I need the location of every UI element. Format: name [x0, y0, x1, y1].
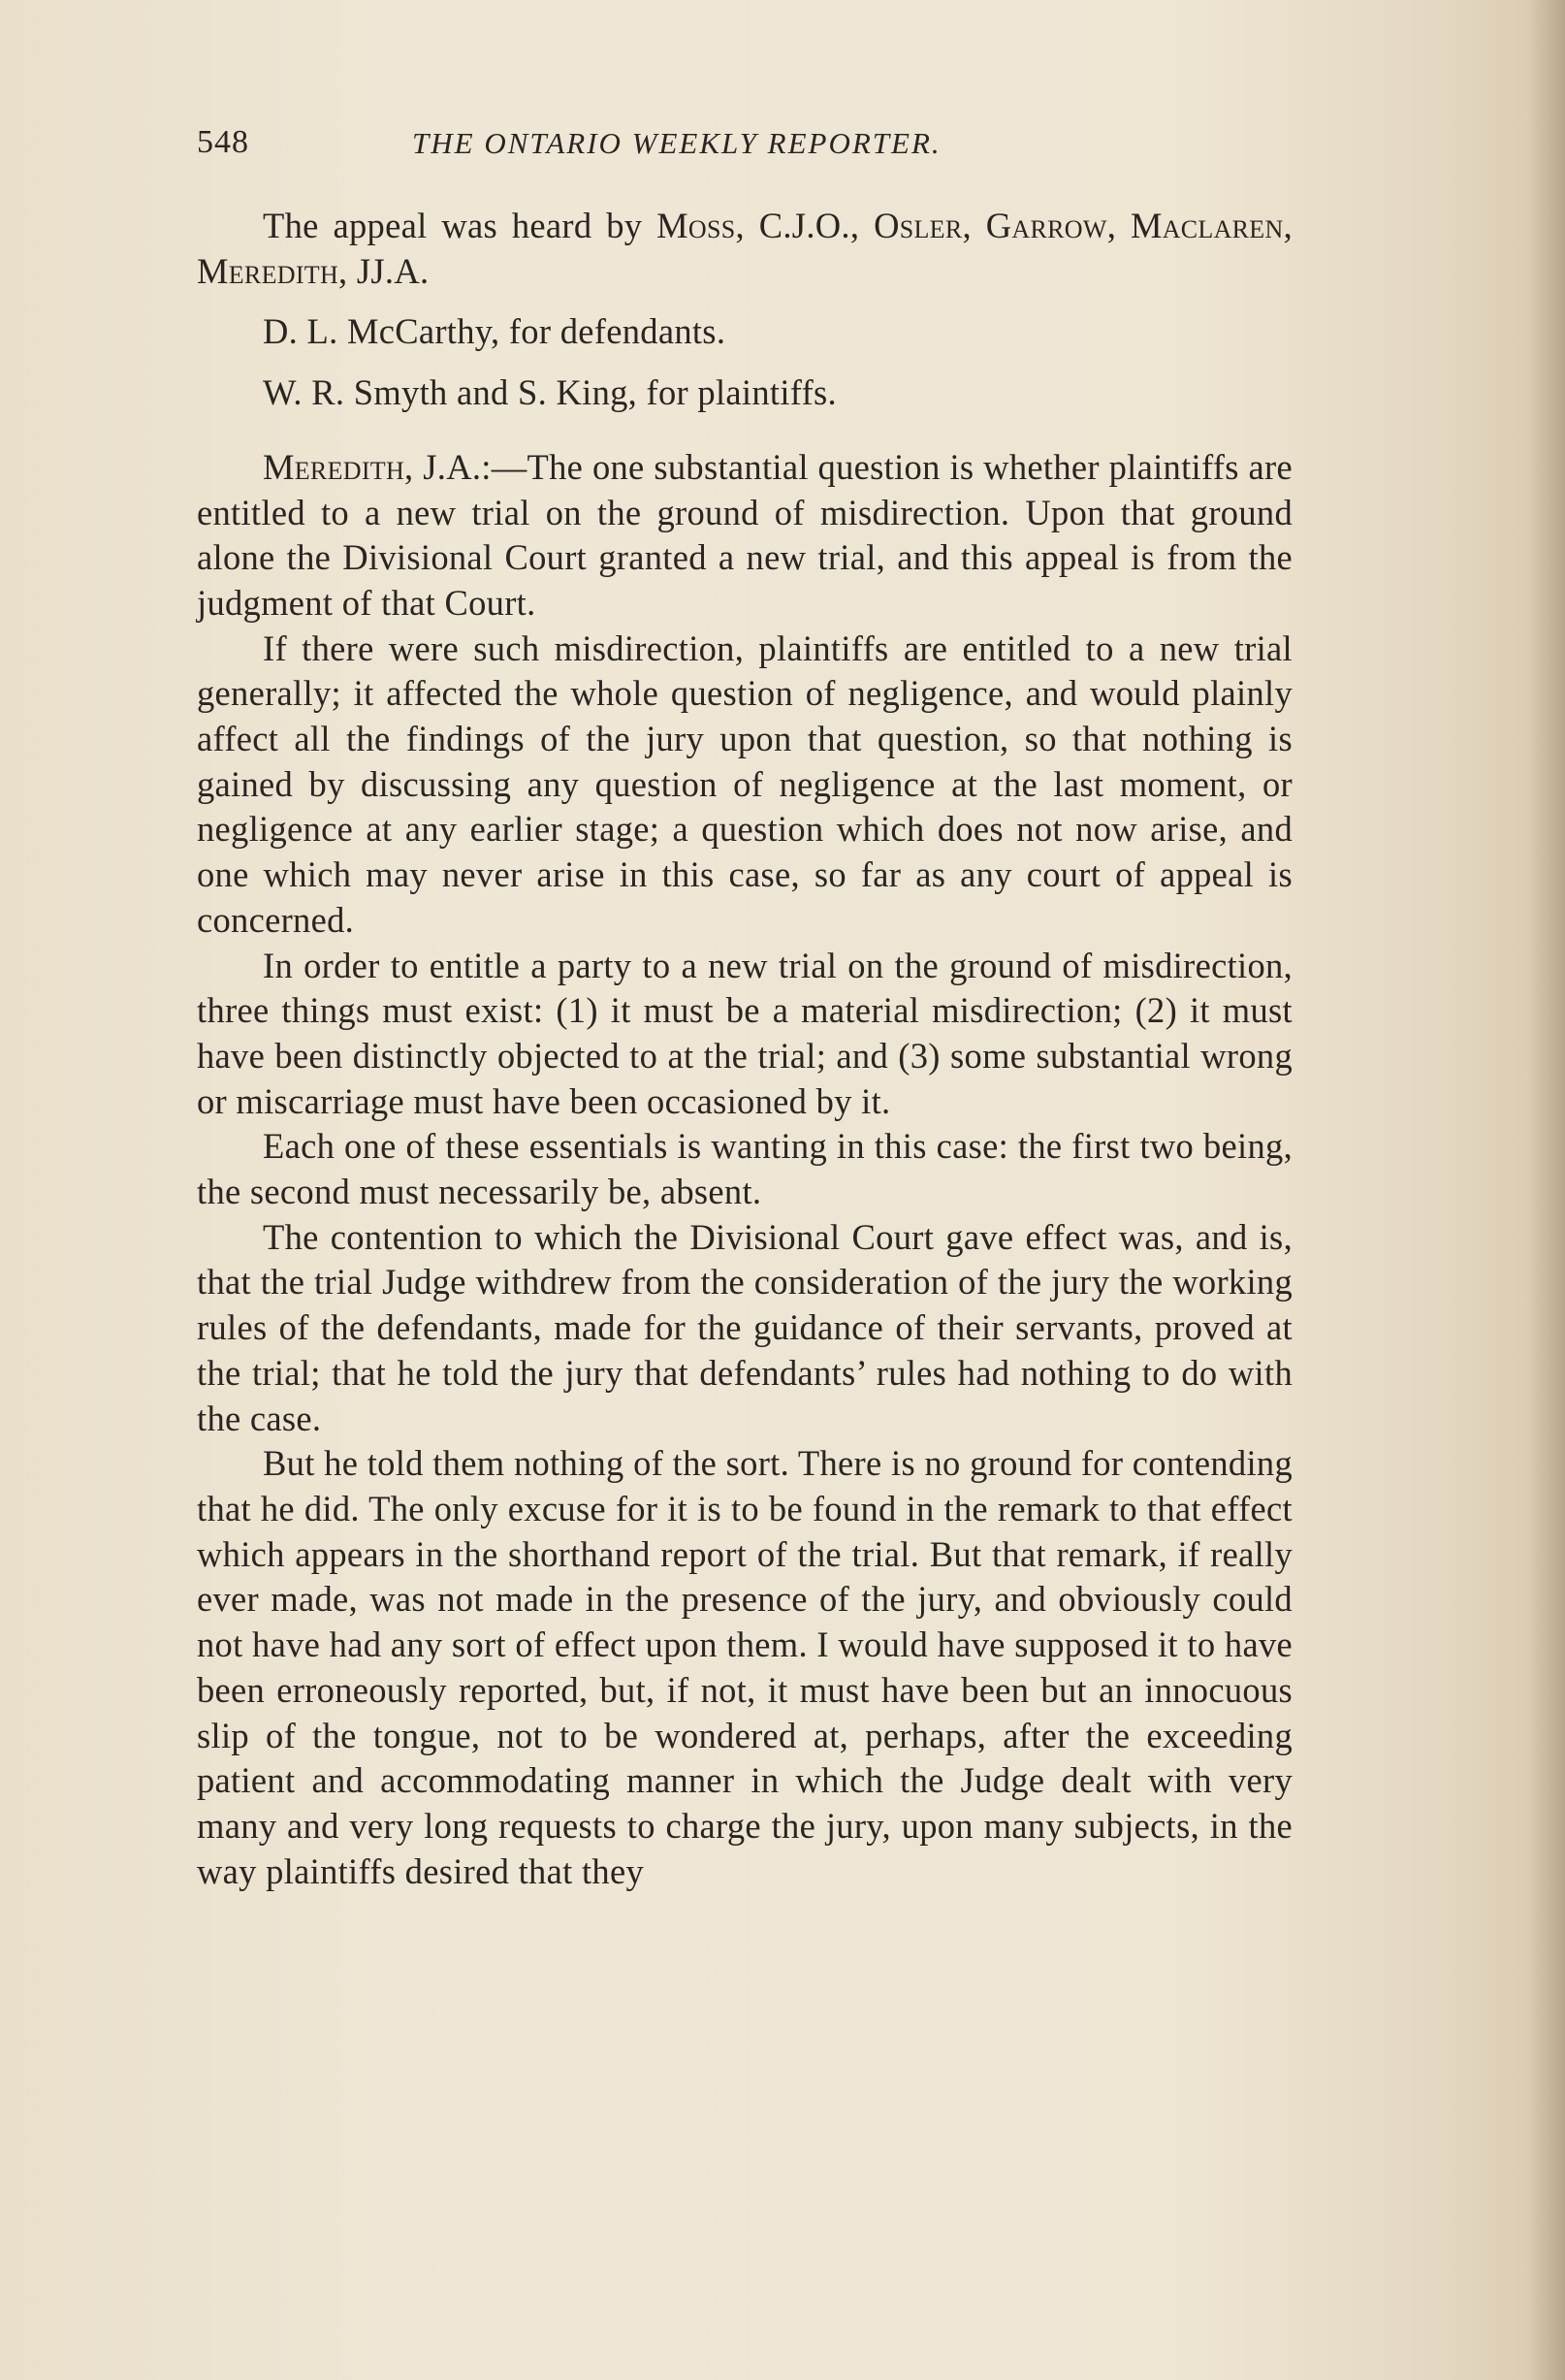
bench-paragraph	[197, 204, 1293, 294]
opinion-paragraph: If there were such misdirection, plaintiffs are entitled to a new trial generally; it affected the whole question of negligence, and would plainly affect all the findings of the jury upon that question, so that nothing is gained by discussing any question of negligence at the last moment, or negligence at any earlier stage; a question which does not now arise, and one which may never arise in this case, so far as any court of appeal is concerned.	[197, 627, 1293, 940]
opinion-paragraph: In order to entitle a party to a new trial on the ground of misdirection, three things must exist: (1) it must be a material misdirection; (2) it must have been distinctly objected to at the trial; and (3) some substantial wrong or miscarriage must have been occasioned by it.	[197, 945, 1293, 1121]
opinion-intro-paragraph	[197, 445, 1293, 627]
opinion-paragraph: But he told them nothing of the sort. There is no ground for contending that he did. The only excuse for it is to be found in the remark to that effect which appears in the shorthand report of the trial. But that remark, if really ever made, was not made in the presence of the jury, and obviously could not have had any sort of effect upon them. I would have supposed it to have been erroneously reported, but, if not, it must have been but an innocuous slip of the tongue, not to be wondered at, perhaps, after the exceeding patient and accommodating manner in which the Judge dealt with very many and very long requests to charge the jury, upon many subjects, in the way plaintiffs desired that they	[197, 1443, 1293, 1891]
counsel-plaintiffs: W. R. Smyth and S. King, for plaintiffs.	[263, 372, 837, 413]
opinion-judge: Meredith, J.A.	[263, 446, 482, 487]
running-title: THE ONTARIO WEEKLY REPORTER.	[412, 126, 942, 160]
page-number: 548	[197, 124, 249, 160]
page-edge-shadow	[1526, 0, 1565, 2380]
page-header	[197, 124, 1293, 173]
opinion-intro: :—The one substantial question is whether plaintiffs are entitled to a new trial on the ground of misdirection. Upon that ground alone the Divisional Court granted a new trial, and this appeal is from the judgment of that Court.	[197, 446, 1293, 623]
page-content	[197, 204, 1293, 1894]
opinion-paragraph: Each one of these essentials is wanting in this case: the first two being, the second must necessarily be, absent.	[197, 1126, 1293, 1212]
counsel-defendants: D. L. McCarthy, for defendants.	[263, 311, 726, 352]
opinion-paragraph: The contention to which the Divisional Court gave effect was, and is, that the trial Judge withdrew from the consideration of the jury the working rules of the defendants, made for the guidance of their servants, proved at the trial; that he told the jury that defendants’ rules had nothing to do with the case.	[197, 1216, 1293, 1438]
bench-prefix: The appeal was heard by	[263, 206, 657, 245]
bench-judges: Moss, C.J.O., Osler, Garrow, Maclaren, Meredith, JJ.A.	[197, 206, 1293, 291]
